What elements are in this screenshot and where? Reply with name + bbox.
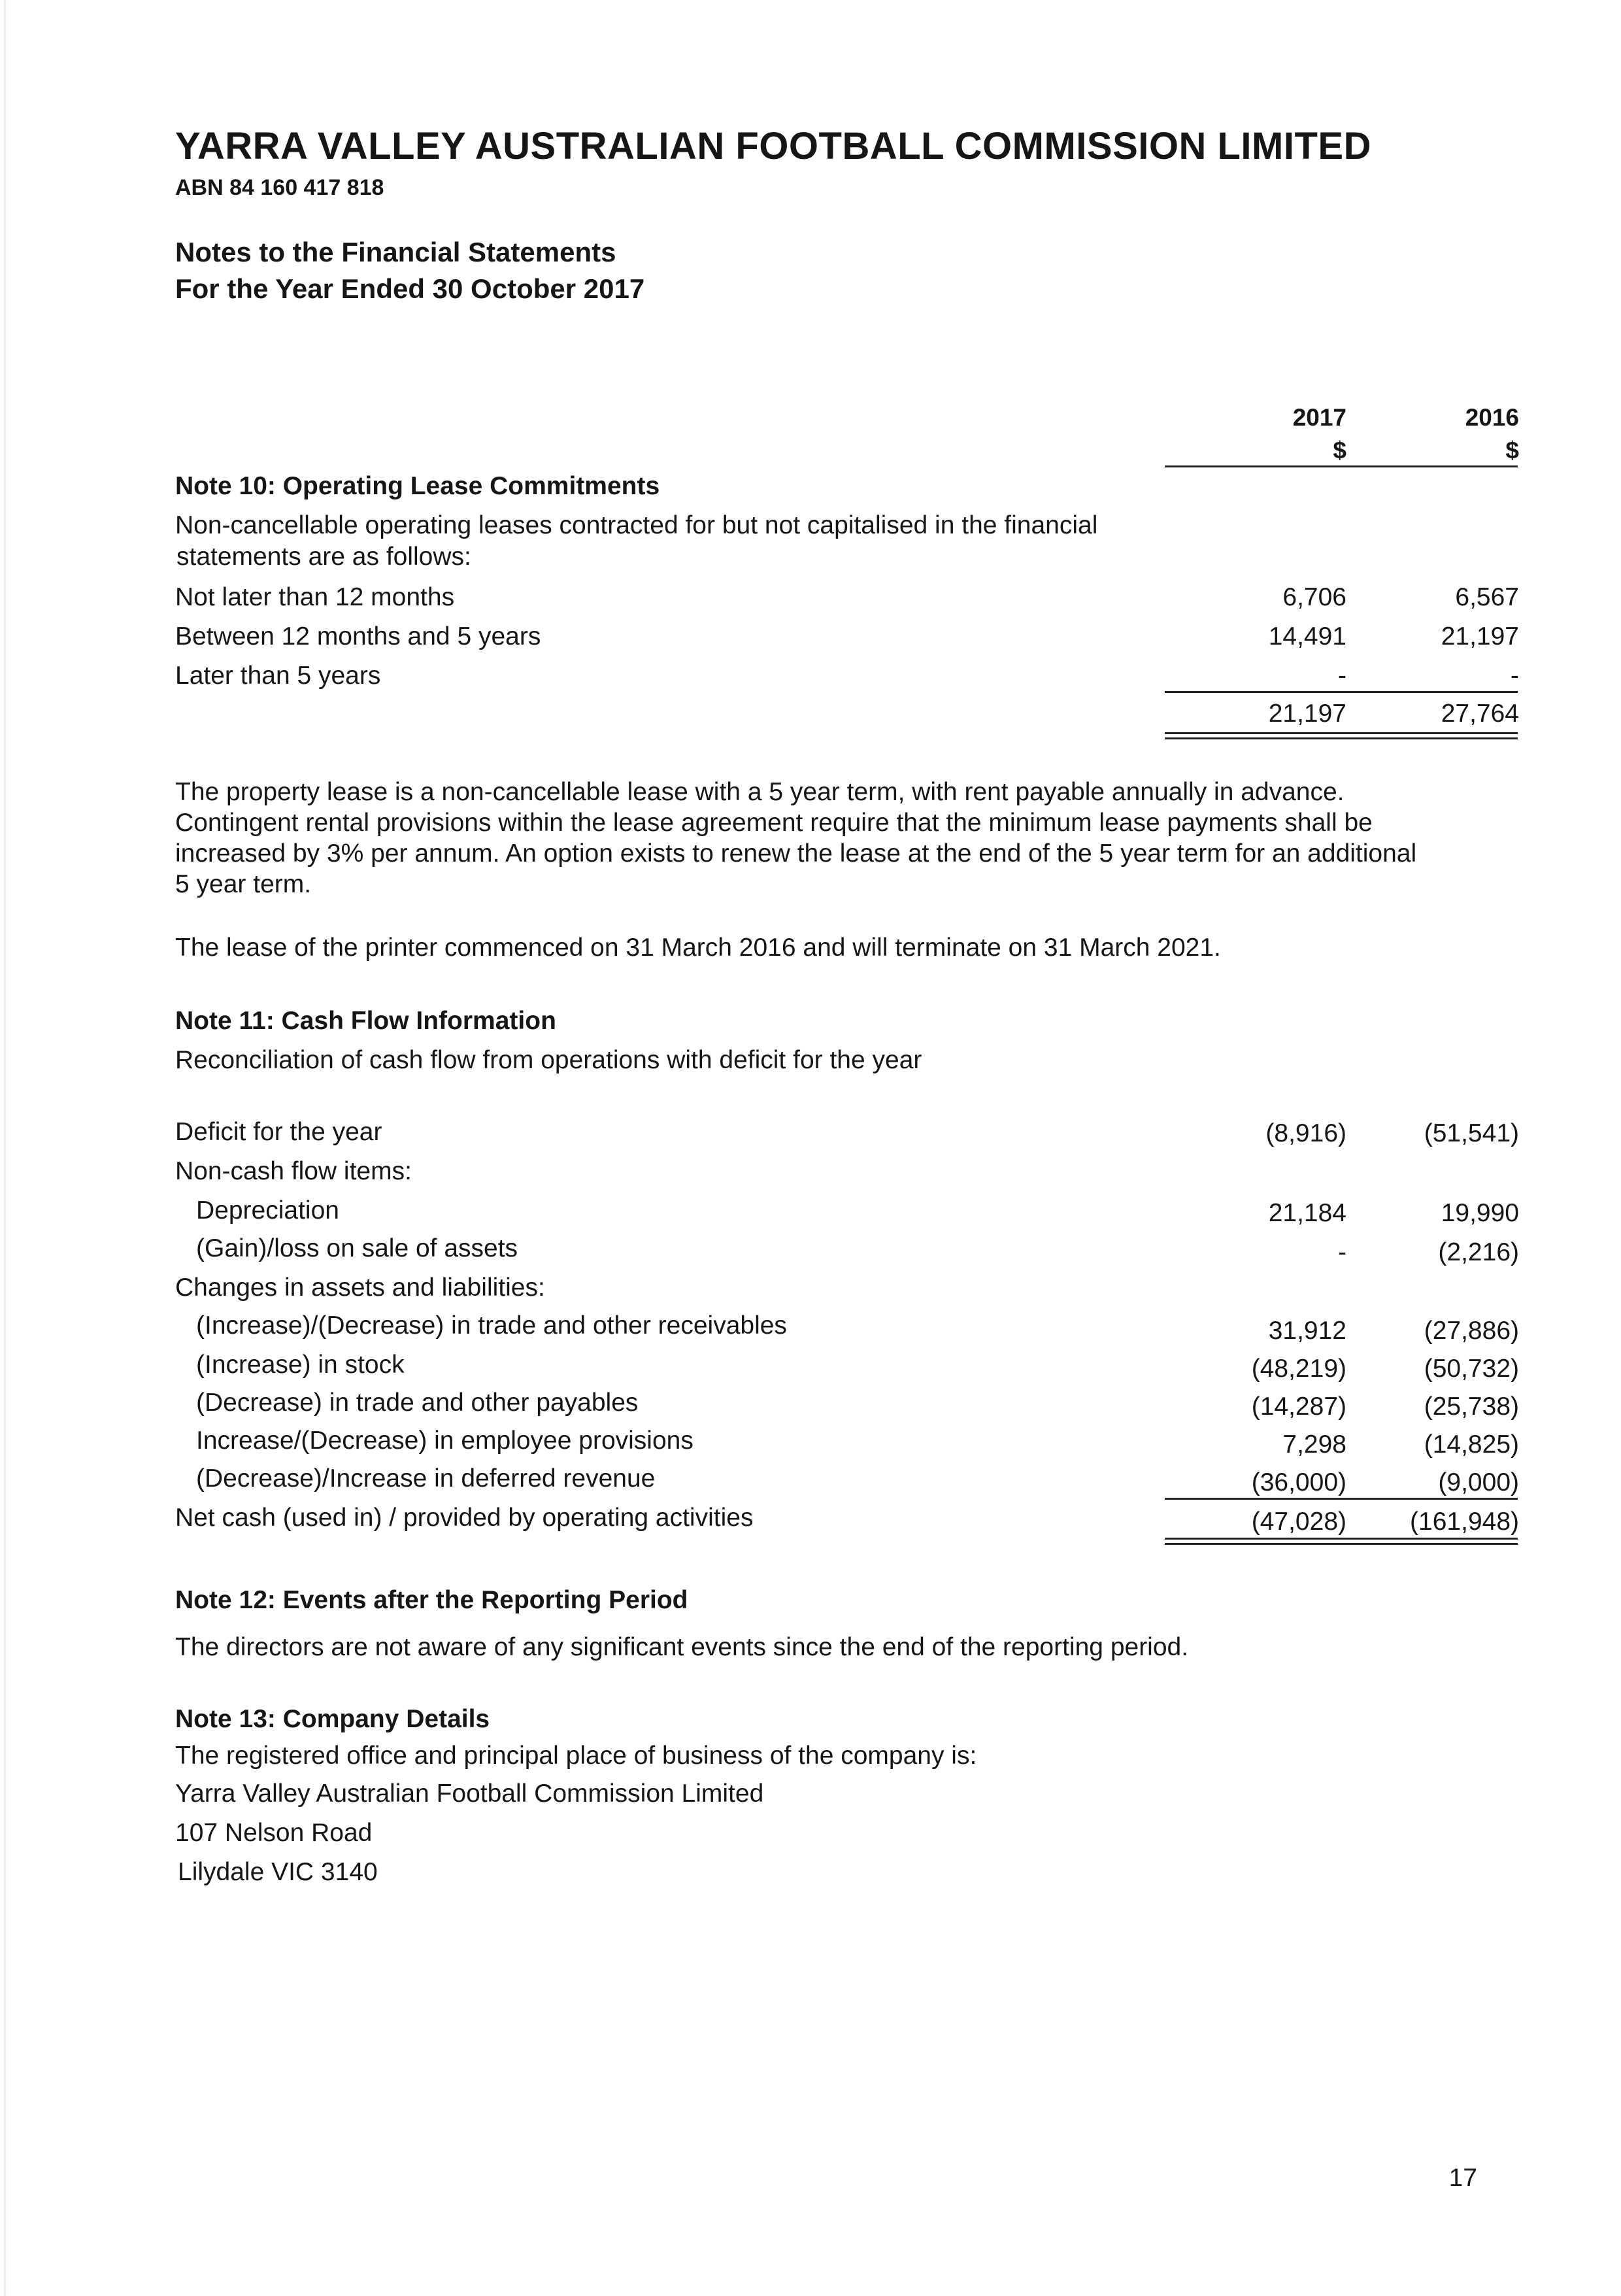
- lease-paragraph-line: Contingent rental provisions within the lease agreement require that the minimum lease payments shall be: [175, 809, 1373, 837]
- lease-row-2016: 6,567: [1455, 583, 1519, 611]
- cashflow-row-2016: (25,738): [1424, 1393, 1519, 1421]
- cashflow-row-2017: (8,916): [1265, 1119, 1346, 1147]
- address-line-1: 107 Nelson Road: [175, 1819, 373, 1847]
- lease-row-2017: 6,706: [1282, 583, 1346, 611]
- cashflow-row-2016: (2,216): [1438, 1238, 1519, 1266]
- cashflow-total-2016: (161,948): [1410, 1508, 1519, 1536]
- lease-paragraph-line: The property lease is a non-cancellable lease with a 5 year term, with rent payable annually in advance.: [175, 778, 1345, 806]
- cashflow-row-label: Increase/(Decrease) in employee provisions: [196, 1427, 694, 1455]
- company-name: YARRA VALLEY AUSTRALIAN FOOTBALL COMMISSION LIMITED: [175, 125, 1371, 167]
- lease-row-2016: 21,197: [1441, 622, 1519, 650]
- note-12-title: Note 12: Events after the Reporting Period: [175, 1586, 688, 1614]
- cashflow-row-label: Deficit for the year: [175, 1118, 382, 1146]
- printer-lease-text: The lease of the printer commenced on 31 March 2016 and will terminate on 31 March 2021.: [175, 934, 1221, 962]
- document-period: For the Year Ended 30 October 2017: [175, 273, 645, 304]
- company-name-line: Yarra Valley Australian Football Commission Limited: [175, 1780, 764, 1808]
- lease-subtotal-rule: [1165, 691, 1518, 693]
- cashflow-row-label: (Decrease)/Increase in deferred revenue: [196, 1464, 656, 1493]
- note-13-intro: The registered office and principal place of business of the company is:: [175, 1742, 977, 1770]
- note-11-title: Note 11: Cash Flow Information: [175, 1007, 556, 1035]
- column-year-2016: 2016: [1465, 404, 1519, 431]
- cashflow-row-label: (Decrease) in trade and other payables: [196, 1389, 639, 1417]
- cashflow-row-2017: (14,287): [1251, 1393, 1346, 1421]
- abn: ABN 84 160 417 818: [175, 175, 384, 200]
- lease-row-label: Later than 5 years: [175, 662, 381, 690]
- lease-total-double-rule-bottom: [1165, 737, 1518, 739]
- cashflow-row-2017: 7,298: [1282, 1430, 1346, 1459]
- cashflow-row-label: Depreciation: [196, 1196, 339, 1224]
- note-10-intro-line-2: statements are as follows:: [176, 543, 471, 571]
- cashflow-section-label: Changes in assets and liabilities:: [175, 1274, 545, 1302]
- lease-row-2017: -: [1338, 662, 1346, 690]
- cashflow-row-2016: (50,732): [1424, 1355, 1519, 1383]
- cashflow-total-label: Net cash (used in) / provided by operating activities: [175, 1504, 754, 1532]
- lease-total-2016: 27,764: [1441, 700, 1519, 728]
- scan-edge: [4, 0, 6, 2296]
- cashflow-row-2016: (9,000): [1438, 1468, 1519, 1496]
- lease-total-double-rule-top: [1165, 732, 1518, 734]
- cashflow-row-2017: (48,219): [1251, 1355, 1346, 1383]
- note-10-title: Note 10: Operating Lease Commitments: [175, 472, 660, 500]
- lease-row-label: Not later than 12 months: [175, 583, 455, 611]
- cashflow-row-2017: -: [1338, 1238, 1346, 1266]
- column-year-2017: 2017: [1292, 404, 1346, 431]
- cashflow-row-2016: (51,541): [1424, 1119, 1519, 1147]
- note-12-text: The directors are not aware of any significant events since the end of the reporting period.: [175, 1633, 1189, 1661]
- cashflow-row-2016: 19,990: [1441, 1199, 1519, 1227]
- cashflow-row-2016: (14,825): [1424, 1430, 1519, 1459]
- page-number: 17: [1448, 2164, 1477, 2192]
- lease-row-2016: -: [1511, 662, 1519, 690]
- lease-row-2017: 14,491: [1268, 622, 1346, 650]
- document-title: Notes to the Financial Statements: [175, 237, 616, 267]
- column-currency-2017: $: [1333, 437, 1346, 464]
- note-11-subtitle: Reconciliation of cash flow from operations with deficit for the year: [175, 1046, 922, 1074]
- cashflow-total-2017: (47,028): [1251, 1508, 1346, 1536]
- lease-paragraph-line: increased by 3% per annum. An option exists to renew the lease at the end of the 5 year term for an additional: [175, 839, 1417, 868]
- lease-row-label: Between 12 months and 5 years: [175, 622, 541, 650]
- address-line-2: Lilydale VIC 3140: [178, 1858, 378, 1886]
- cashflow-total-double-rule-top: [1165, 1538, 1518, 1540]
- cashflow-subtotal-rule: [1165, 1498, 1518, 1500]
- column-header-rule: [1165, 465, 1518, 467]
- lease-paragraph-line: 5 year term.: [175, 870, 312, 898]
- cashflow-row-2017: 21,184: [1268, 1199, 1346, 1227]
- column-currency-2016: $: [1505, 437, 1519, 464]
- note-13-title: Note 13: Company Details: [175, 1705, 490, 1733]
- cashflow-row-label: (Increase) in stock: [196, 1351, 405, 1379]
- cashflow-row-2017: 31,912: [1268, 1317, 1346, 1345]
- note-10-intro-line-1: Non-cancellable operating leases contracted for but not capitalised in the financial: [175, 511, 1098, 539]
- cashflow-row-2017: (36,000): [1251, 1468, 1346, 1496]
- cashflow-row-label: (Increase)/(Decrease) in trade and other receivables: [196, 1311, 787, 1340]
- cashflow-section-label: Non-cash flow items:: [175, 1157, 412, 1185]
- cashflow-row-2016: (27,886): [1424, 1317, 1519, 1345]
- cashflow-total-double-rule-bottom: [1165, 1543, 1518, 1545]
- lease-total-2017: 21,197: [1268, 700, 1346, 728]
- cashflow-row-label: (Gain)/loss on sale of assets: [196, 1234, 518, 1262]
